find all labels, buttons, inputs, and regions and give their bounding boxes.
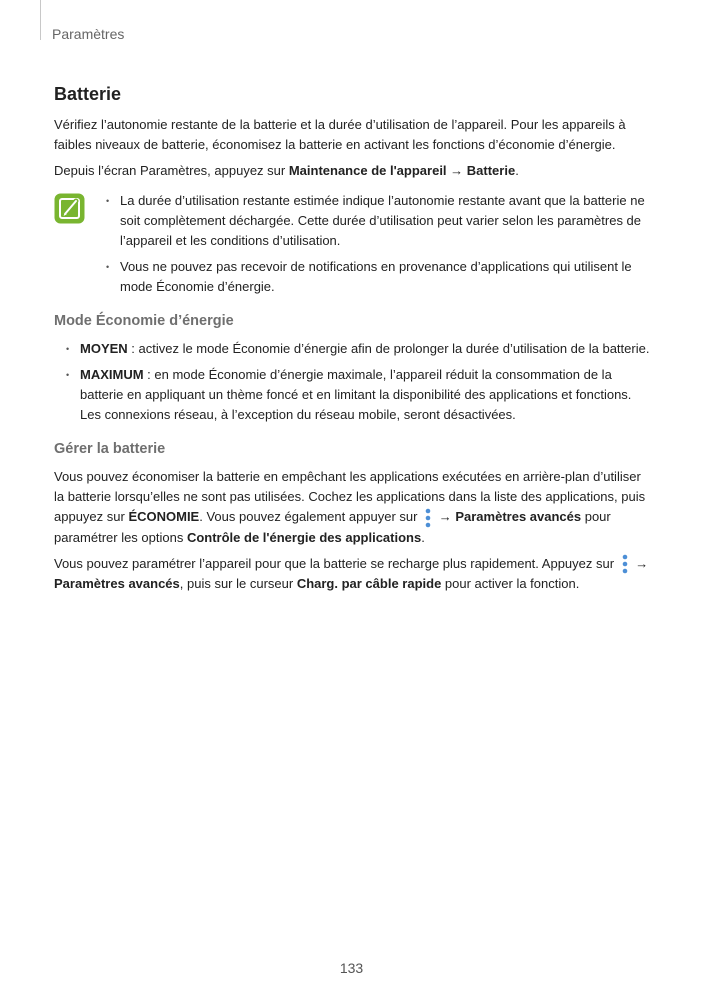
mode-term: MAXIMUM <box>80 367 144 382</box>
path-arrow: → <box>631 555 649 571</box>
intro-path-prefix: Depuis l’écran Paramètres, appuyez sur <box>54 163 289 178</box>
manage-paragraph: Vous pouvez économiser la batterie en empêchant les applications exécutées en arrière-plan d’utiliser la batterie lorsqu’elles ne sont pas utilisées. Cochez les applications dans la liste des applications, puis appuyez sur ÉCONOMIE. Vous pouvez également appuyer sur → Paramètres avancés pour paramétrer les options Contrôle de l'énergie des applications. <box>54 469 646 545</box>
menu-path-batterie: Batterie <box>466 163 516 178</box>
more-options-icon <box>425 508 431 528</box>
section-heading-mode: Mode Économie d’énergie <box>54 313 234 329</box>
page-number: 133 <box>339 960 364 976</box>
menu-path-parametres-avances: Paramètres avancés <box>54 576 180 592</box>
note-item: • La durée d’utilisation restante estimée indique l’autonomie restante avant que la batterie ne soit complètement déchargée. Cette durée d’utilisation peut varier selon les paramètres de l’appareil et les conditions d’utilisation. <box>106 191 654 251</box>
note-block <box>54 191 654 297</box>
menu-path-charge-rapide: Charg. par câble rapide <box>296 576 442 592</box>
path-arrow: → <box>435 509 456 524</box>
menu-path-parametres-avances: Paramètres avancés <box>455 509 582 524</box>
mode-item-maximum <box>66 365 654 425</box>
header-rule <box>40 0 41 40</box>
mode-term: MOYEN <box>80 341 128 356</box>
menu-path-controle-energie: Contrôle de l'énergie des applications <box>186 529 422 545</box>
mode-description: : en mode Économie d’énergie maximale, l’appareil réduit la consommation de la batterie en appliquant un thème foncé et en limitant la disponibilité des applications et fonctions. Les connexions réseau, à l’exception du réseau mobile, seront désactivées. <box>80 367 632 422</box>
mode-list <box>66 339 654 425</box>
menu-path-maintenance: Maintenance de l'appareil <box>288 163 447 178</box>
path-arrow: → <box>446 163 467 178</box>
running-header: Paramètres <box>52 26 125 42</box>
note-item: • Vous ne pouvez pas recevoir de notifications en provenance d’applications qui utilisent le mode Économie d’énergie. <box>106 257 654 297</box>
mode-description: : activez le mode Économie d’énergie afin de prolonger la durée d’utilisation de la batterie. <box>127 341 650 356</box>
mode-item-moyen <box>66 339 654 359</box>
more-options-icon <box>622 554 628 574</box>
economie-label: ÉCONOMIE <box>128 509 200 524</box>
page-content <box>54 84 654 600</box>
intro-path-paragraph: Depuis l’écran Paramètres, appuyez sur Maintenance de l'appareil → Batterie. <box>54 163 519 178</box>
note-list <box>106 191 654 297</box>
intro-paragraph: Vérifiez l’autonomie restante de la batterie et la durée d’utilisation de l’appareil. Pour les appareils à faibles niveaux de batterie, économisez la batterie en activant les fonctions d’économie d’énergie. <box>54 117 626 152</box>
fast-charge-paragraph: Vous pouvez paramétrer l’appareil pour que la batterie se recharge plus rapidement. Appuyez sur → Paramètres avancés, puis sur le curseur Charg. par câble rapide pour activer la fonction. <box>54 555 649 592</box>
note-icon <box>54 193 85 224</box>
section-heading-manage: Gérer la batterie <box>54 441 166 457</box>
page-title: Batterie <box>54 84 122 104</box>
